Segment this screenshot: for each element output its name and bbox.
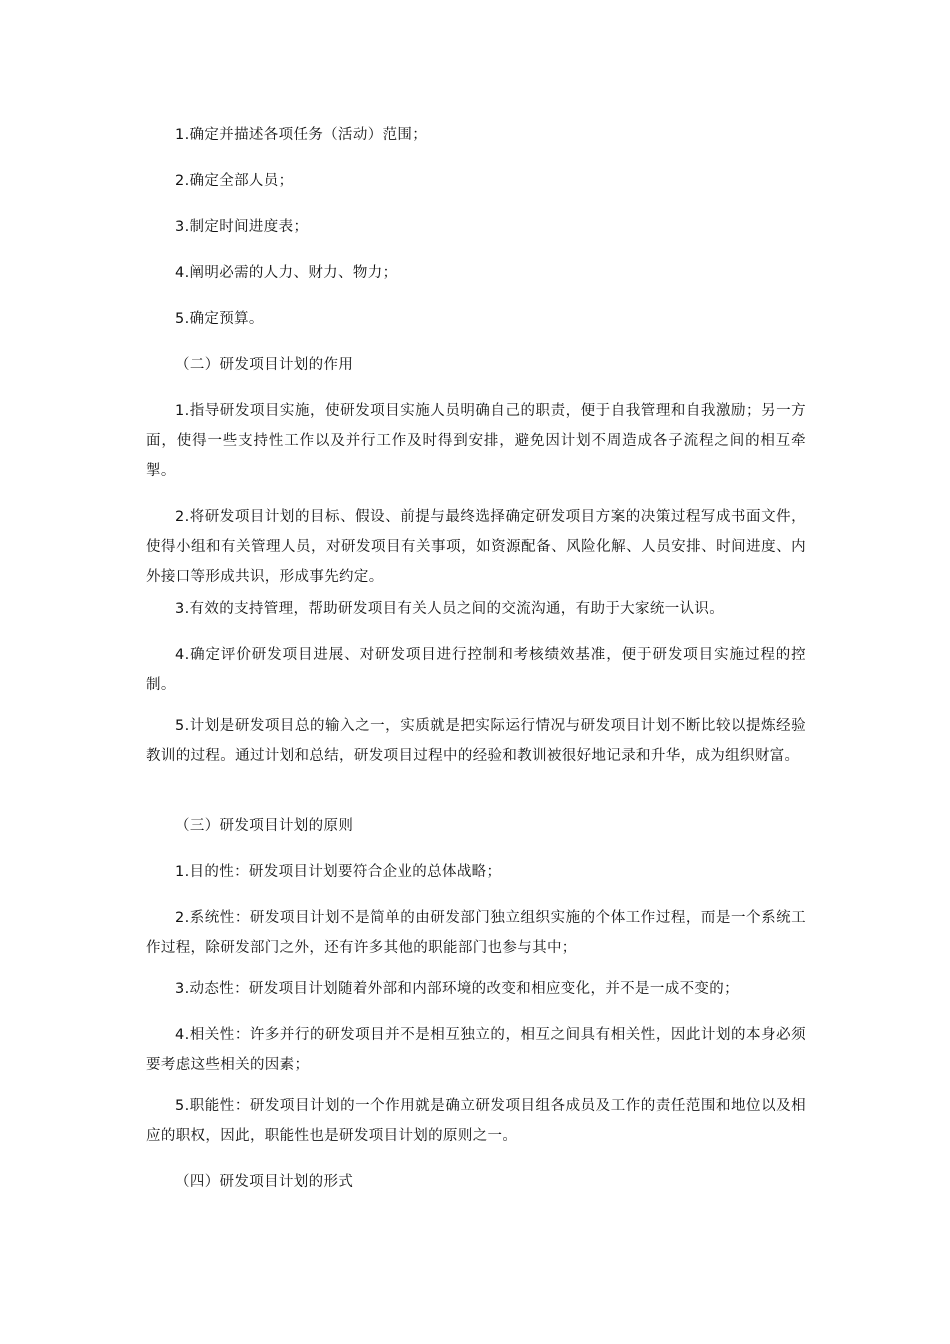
list-item-personnel: 2.确定全部人员； [175, 173, 294, 189]
paragraph-principle-1: 1.目的性：研发项目计划要符合企业的总体战略； [175, 864, 502, 880]
section-heading-forms: （四）研发项目计划的形式 [175, 1174, 354, 1190]
section-heading-role: （二）研发项目计划的作用 [175, 357, 354, 373]
paragraph-role-2: 2.将研发项目计划的目标、假设、前提与最终选择确定研发项目方案的决策过程写成书面文件，使得小组和有关管理人员，对研发项目有关事项，如资源配备、风险化解、人员安排、时间进度、内外接口等形成共识，形成事先约定。 [146, 509, 806, 585]
section-heading-principles: （三）研发项目计划的原则 [175, 818, 354, 834]
list-item-scope: 1.确定并描述各项任务（活动）范围； [175, 127, 428, 143]
paragraph-role-1: 1.指导研发项目实施，使研发项目实施人员明确自己的职责，便于自我管理和自我激励；另一方面，使得一些支持性工作以及并行工作及时得到安排，避免因计划不周造成各子流程之间的相互牵掣。 [146, 403, 806, 479]
paragraph-role-5: 5.计划是研发项目总的输入之一，实质就是把实际运行情况与研发项目计划不断比较以提炼经验教训的过程。通过计划和总结，研发项目过程中的经验和教训被很好地记录和升华，成为组织财富。 [146, 718, 806, 764]
paragraph-principle-4: 4.相关性：许多并行的研发项目并不是相互独立的，相互之间具有相关性，因此计划的本身必须要考虑这些相关的因素； [146, 1027, 806, 1073]
paragraph-principle-2: 2.系统性：研发项目计划不是简单的由研发部门独立组织实施的个体工作过程，而是一个系统工作过程，除研发部门之外，还有许多其他的职能部门也参与其中； [146, 910, 806, 956]
list-item-budget: 5.确定预算。 [175, 311, 264, 327]
paragraph-role-4: 4.确定评价研发项目进展、对研发项目进行控制和考核绩效基准，便于研发项目实施过程的控制。 [146, 647, 806, 693]
paragraph-principle-3: 3.动态性：研发项目计划随着外部和内部环境的改变和相应变化，并不是一成不变的； [175, 981, 739, 997]
paragraph-role-3: 3.有效的支持管理，帮助研发项目有关人员之间的交流沟通，有助于大家统一认识。 [175, 601, 725, 617]
list-item-resources: 4.阐明必需的人力、财力、物力； [175, 265, 398, 281]
paragraph-principle-5: 5.职能性：研发项目计划的一个作用就是确立研发项目组各成员及工作的责任范围和地位以及相应的职权，因此，职能性也是研发项目计划的原则之一。 [146, 1098, 806, 1144]
list-item-schedule: 3.制定时间进度表； [175, 219, 309, 235]
